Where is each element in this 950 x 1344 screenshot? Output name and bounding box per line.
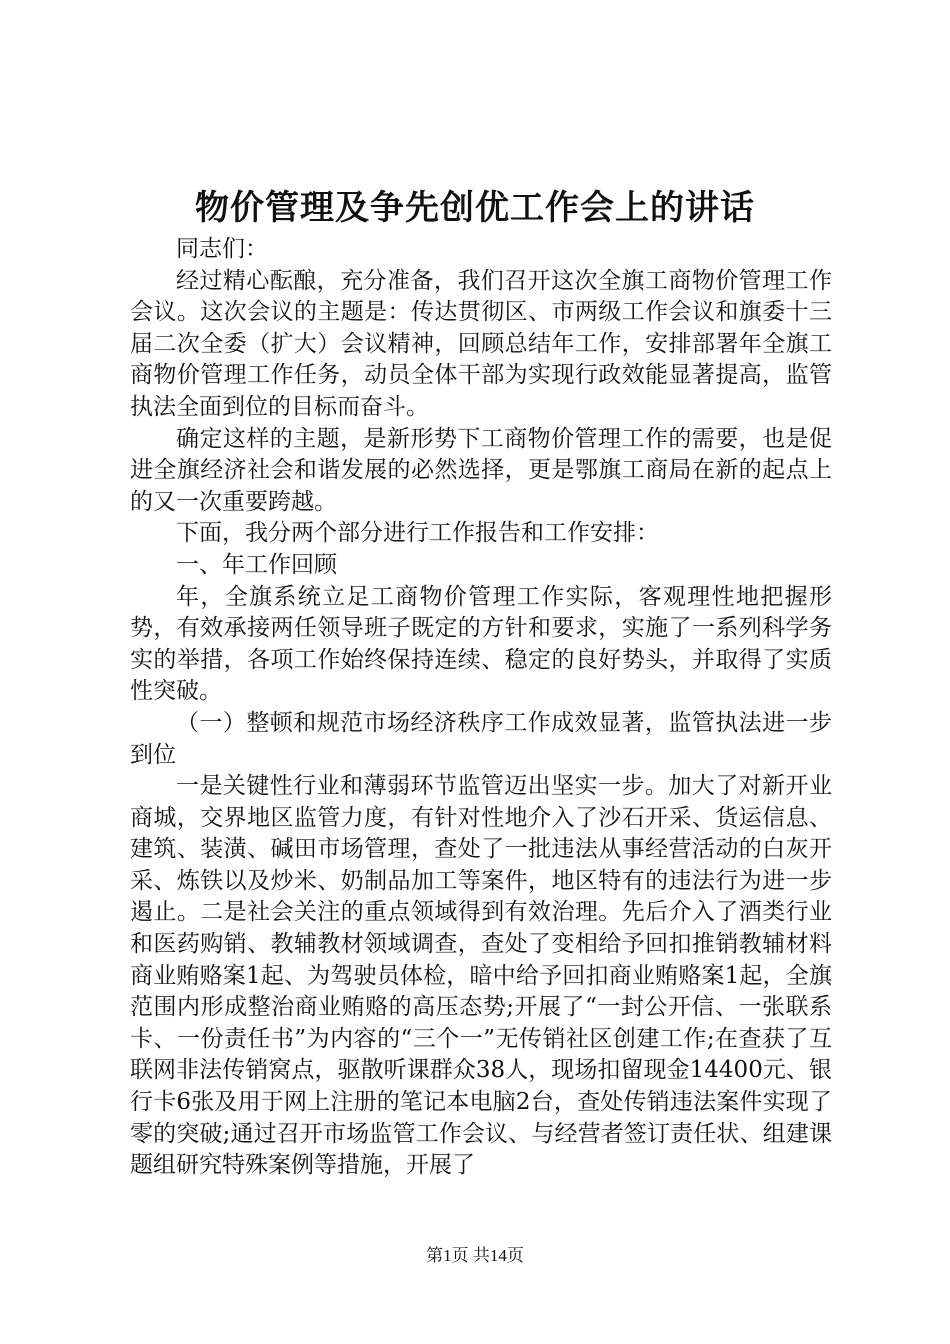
- subsection-heading: （一）整顿和规范市场经济秩序工作成效显著，监管执法进一步到位: [130, 709, 832, 768]
- document-title: 物价管理及争先创优工作会上的讲话: [195, 188, 755, 228]
- salutation-paragraph: 同志们：: [176, 236, 268, 262]
- body-paragraph: 确定这样的主题，是新形势下工商物价管理工作的需要，也是促进全旗经济社会和谐发展的必然选择，更是鄂旗工商局在新的起点上的又一次重要跨越。: [130, 425, 832, 515]
- body-paragraph: 经过精心酝酿，充分准备，我们召开这次全旗工商物价管理工作会议。这次会议的主题是：传达贯彻区、市两级工作会议和旗委十三届二次全委（扩大）会议精神，回顾总结年工作，安排部署年全旗工商物价管理工作任务，动员全体干部为实现行政效能显著提高，监管执法全面到位的目标而奋斗。: [130, 267, 832, 420]
- body-paragraph: 年，全旗系统立足工商物价管理工作实际，客观理性地把握形势，有效承接两任领导班子既定的方针和要求，实施了一系列科学务实的举措，各项工作始终保持连续、稳定的良好势头，并取得了实质性突破。: [130, 583, 832, 705]
- document-body: [130, 234, 832, 1182]
- body-paragraph: 一是关键性行业和薄弱环节监管迈出坚实一步。加大了对新开业商城，交界地区监管力度，有针对性地介入了沙石开采、货运信息、建筑、装潢、碱田市场管理，查处了一批违法从事经营活动的白灰开采、炼铁以及炒米、奶制品加工等案件，地区特有的违法行为进一步遏止。二是社会关注的重点领域得到有效治理。先后介入了酒类行业和医药购销、教辅教材领域调查，查处了变相给予回扣推销教辅材料商业贿赂案1起、为驾驶员体检，暗中给予回扣商业贿赂案1起，全旗范围内形成整治商业贿赂的高压态势;开展了“一封公开信、一张联系卡、一份责任书”为内容的“三个一”无传销社区创建工作;在查获了互联网非法传销窝点，驱散听课群众38人，现场扣留现金14400元、银行卡6张及用于网上注册的笔记本电脑2台，查处传销违法案件实现了零的突破;通过召开市场监管工作会议、与经营者签订责任状、组建课题组研究特殊案例等措施，开展了: [130, 773, 832, 1179]
- section-heading: 一、年工作回顾: [176, 551, 337, 578]
- page-number-footer: 第1页 共14页: [426, 1246, 524, 1265]
- body-paragraph: 下面，我分两个部分进行工作报告和工作安排：: [176, 520, 659, 547]
